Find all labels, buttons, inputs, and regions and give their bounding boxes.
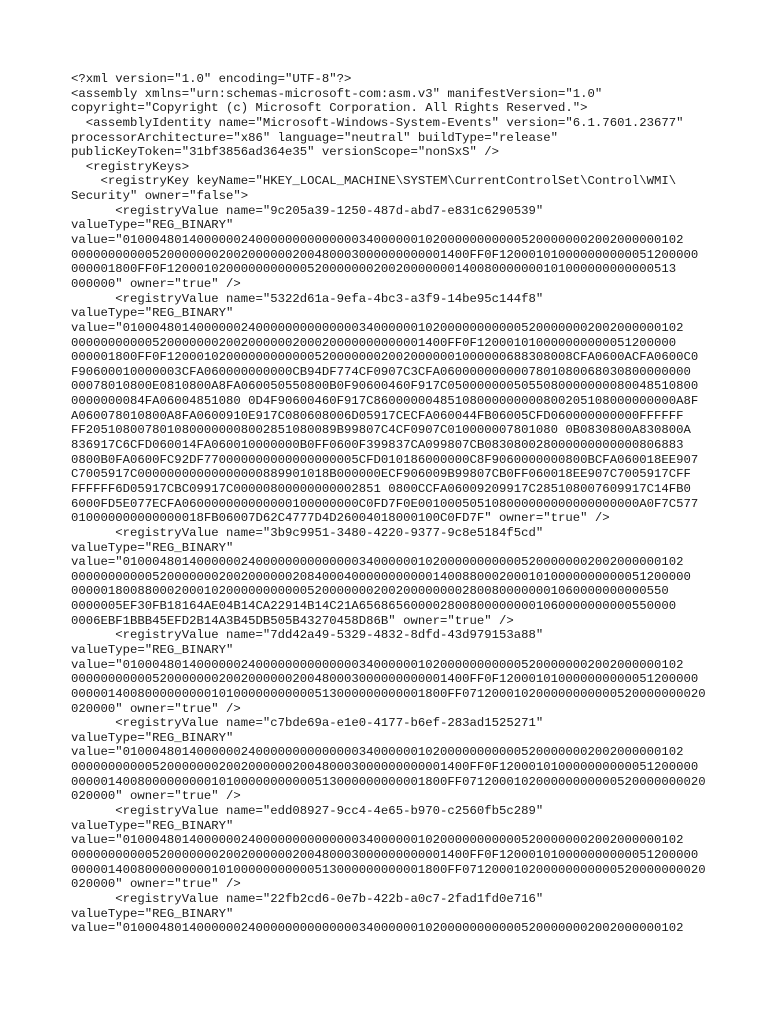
document-line: <registryValue name="7dd42a49-5329-4832-8dfd-43d979153a88"	[71, 628, 544, 643]
document-line: 010000000000000018FB06007D62C4777D4D26004018000100C0FD7F" owner="true" />	[71, 511, 610, 526]
document-line: processorArchitecture="x86" language="neutral" buildType="release"	[71, 130, 559, 145]
document-line: value="0100048014000000240000000000000034000000102000000000005200000002002000000102	[71, 233, 684, 248]
document-line: 0000005EF30FB18164AE04B14CA22914B14C21A6568656000028008000000001060000000000550000	[71, 599, 677, 614]
document-line: <registryValue name="3b9c9951-3480-4220-9377-9c8e5184f5cd"	[71, 525, 544, 540]
document-line: <registryKeys>	[71, 159, 190, 174]
document-line: value="0100048014000000240000000000000034000000102000000000005200000002002000000102	[71, 657, 684, 672]
xml-document	[71, 72, 711, 936]
document-line: <registryValue name="c7bde69a-e1e0-4177-b6ef-283ad1525271"	[71, 716, 544, 731]
document-line: valueType="REG_BINARY"	[71, 540, 234, 555]
document-line: 0800B0FA0600FC92DF770000000000000000005CFD010186000000C8F9060000000800BCFA060018EE907	[71, 452, 699, 467]
document-line: 000000000005200000002002000000200480003000000000001400FF0F120001010000000000051200000	[71, 247, 699, 262]
document-line: <registryValue name="5322d61a-9efa-4bc3-a3f9-14be95c144f8"	[71, 291, 544, 306]
document-line: valueType="REG_BINARY"	[71, 642, 234, 657]
document-line: 000001800FF0F1200010200000000000052000000020020000001000000688308008CFA0600ACFA0600C0	[71, 350, 699, 365]
document-line: 000001800880002000102000000000005200000002002000000002800800000001060000000000550	[71, 584, 669, 599]
document-line: 000001400800000000010100000000000513000000000001800FF071200010200000000000520000000020	[71, 774, 706, 789]
document-line: value="0100048014000000240000000000000034000000102000000000005200000002002000000102	[71, 320, 684, 335]
document-line: valueType="REG_BINARY"	[71, 730, 234, 745]
document-line: valueType="REG_BINARY"	[71, 218, 234, 233]
document-line: <?xml version="1.0" encoding="UTF-8"?>	[71, 72, 352, 86]
document-line: 020000" owner="true" />	[71, 789, 241, 804]
document-line: F90600010000003CFA060000000000CB94DF774CF0907C3CFA0600000000007801080068030800000000	[71, 364, 691, 379]
document-line: 000000" owner="true" />	[71, 276, 241, 291]
document-line: 020000" owner="true" />	[71, 701, 241, 716]
document-line: value="0100048014000000240000000000000034000000102000000000005200000002002000000102	[71, 921, 684, 936]
document-line: FFFFFF6D05917CBC09917C00000800000000002851 0800CCFA06009209917C285108007609917C14FB0	[71, 481, 691, 496]
document-line: <registryValue name="22fb2cd6-0e7b-422b-a0c7-2fad1fd0e716"	[71, 891, 544, 906]
document-line: valueType="REG_BINARY"	[71, 818, 234, 833]
document-line: valueType="REG_BINARY"	[71, 906, 234, 921]
document-line: copyright="Copyright (c) Microsoft Corporation. All Rights Reserved.">	[71, 101, 588, 116]
document-line: <assemblyIdentity name="Microsoft-Windows-System-Events" version="6.1.7601.23677"	[71, 115, 684, 130]
document-line: 000000000005200000002002000000200480003000000000001400FF0F120001010000000000051200000	[71, 847, 699, 862]
document-line: value="0100048014000000240000000000000034000000102000000000005200000002002000000102	[71, 555, 684, 570]
document-line: 836917C6CFD060014FA060010000000B0FF0600F399837CA099807CB083080028000000000000806883	[71, 438, 684, 453]
document-line: 000001400800000000010100000000000513000000000001800FF071200010200000000000520000000020	[71, 686, 706, 701]
document-line: <registryValue name="9c205a39-1250-487d-abd7-e831c6290539"	[71, 203, 544, 218]
document-line: 6000FD5E077ECFA060000000000000100000000C0FD7F0E001000505108000000000000000000A0F7C577	[71, 496, 699, 511]
document-line: publicKeyToken="31bf3856ad364e35" versionScope="nonSxS" />	[71, 145, 500, 160]
document-line: 000001800FF0F120001020000000000052000000020020000000140080000000101000000000000513	[71, 262, 677, 277]
document-line: <registryValue name="edd08927-9cc4-4e65-b970-c2560fb5c289"	[71, 804, 544, 819]
document-line: A060078010800A8FA0600910E917C080608006D05917CECFA060044FB06005CFD060000000000FFFFFF	[71, 408, 684, 423]
document-line: 000000000005200000002002000000208400040000000000014008800020001010000000000051200000	[71, 569, 691, 584]
document-line: 0000000084FA06004851080 0D4F90600460F917C86000000485108000000000800205108000000000A8F	[71, 394, 699, 409]
document-line: 000000000005200000002002000000200480003000000000001400FF0F120001010000000000051200000	[71, 672, 699, 687]
document-line: 020000" owner="true" />	[71, 877, 241, 892]
document-line: 000000000005200000002002000000200480003000000000001400FF0F120001010000000000051200000	[71, 760, 699, 775]
document-line: C7005917C00000000000000000889901018B000000ECF906009B99807CB0FF060018EE907C7005917CFF	[71, 467, 691, 482]
document-line: Security" owner="false">	[71, 189, 249, 204]
document-line: 00078010800E0810800A8FA060050550800B0F90600460F917C0500000005055080000000080048510800	[71, 379, 699, 394]
document-line: FF2051080078010800000008002851080089B99807C4CF0907C010000007801080 0B0830800A830800A	[71, 423, 691, 438]
document-line: <registryKey keyName="HKEY_LOCAL_MACHINE\SYSTEM\CurrentControlSet\Control\WMI\	[71, 174, 677, 189]
document-line: valueType="REG_BINARY"	[71, 306, 234, 321]
document-line: 000001400800000000010100000000000513000000000001800FF071200010200000000000520000000020	[71, 862, 706, 877]
document-line: value="0100048014000000240000000000000034000000102000000000005200000002002000000102	[71, 833, 684, 848]
document-line: 0006EBF1BBB45EFD2B14A3B45DB505B43270458D86B" owner="true" />	[71, 613, 514, 628]
document-line: 000000000005200000002002000000200020000000000001400FF0F120001010000000000051200000	[71, 335, 677, 350]
document-line: value="0100048014000000240000000000000034000000102000000000005200000002002000000102	[71, 745, 684, 760]
document-line: <assembly xmlns="urn:schemas-microsoft-com:asm.v3" manifestVersion="1.0"	[71, 86, 603, 101]
